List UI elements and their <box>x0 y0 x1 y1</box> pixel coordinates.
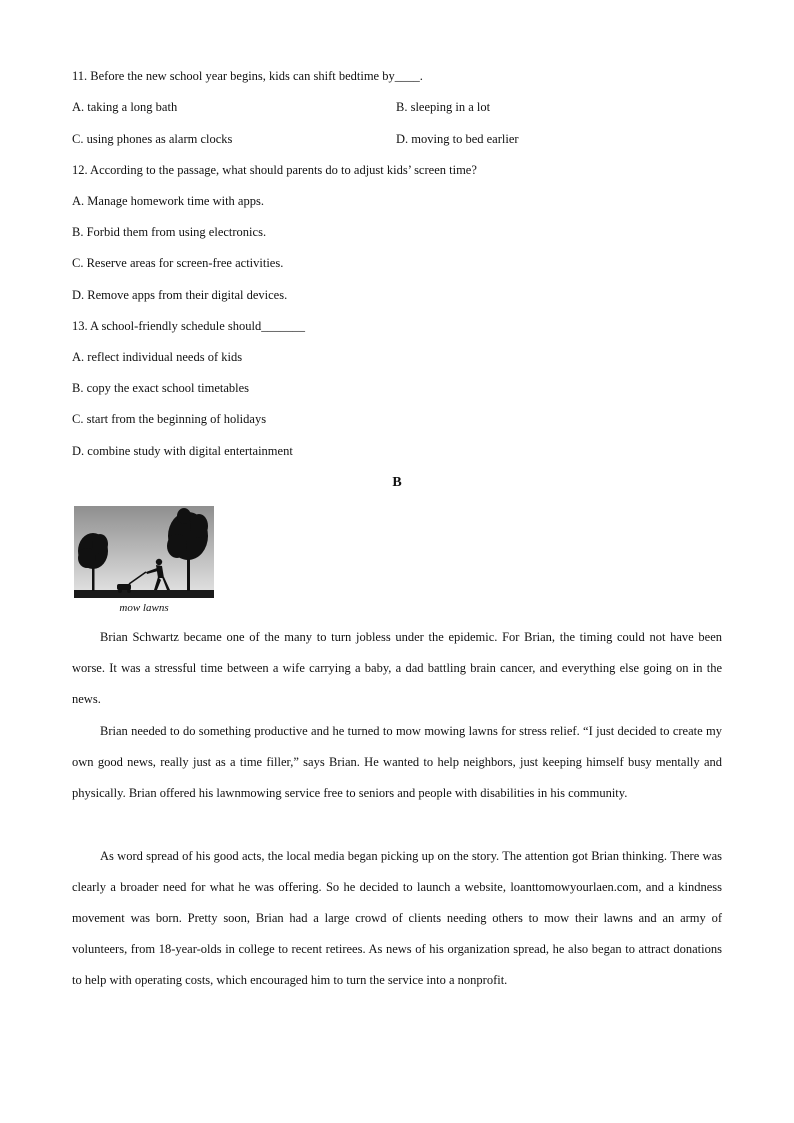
q13-option-a: A. reflect individual needs of kids <box>72 350 243 364</box>
q12-option-d: D. Remove apps from their digital devices. <box>72 288 288 302</box>
q12-option-a: A. Manage homework time with apps. <box>72 194 264 208</box>
question-11-stem: 11. Before the new school year begins, kids can shift bedtime by____. <box>72 69 423 83</box>
q13-option-d: D. combine study with digital entertainment <box>72 444 293 458</box>
q12-option-c: C. Reserve areas for screen-free activities. <box>72 256 284 270</box>
passage-paragraph-2: Brian needed to do something productive and he turned to mow mowing lawns for stress relief. “I just decided to create my own good news, really just as a time filler,” says Brian. He wanted to help neighbors, just keeping himself busy mentally and physically. Brian offered his lawnmowing service free to seniors and people with disabilities in his community. <box>72 724 722 800</box>
section-title: B <box>392 475 402 490</box>
lawn-mowing-illustration <box>74 506 214 598</box>
q11-option-b: B. sleeping in a lot <box>396 100 491 114</box>
image-caption: mow lawns <box>119 602 169 614</box>
q11-option-c: C. using phones as alarm clocks <box>72 132 233 146</box>
q13-option-b: B. copy the exact school timetables <box>72 381 250 395</box>
question-13-stem: 13. A school-friendly schedule should_______ <box>72 319 305 333</box>
q11-option-d: D. moving to bed earlier <box>396 132 519 146</box>
q12-option-b: B. Forbid them from using electronics. <box>72 225 267 239</box>
question-12-stem: 12. According to the passage, what should parents do to adjust kids’ screen time? <box>72 163 477 177</box>
q11-option-a: A. taking a long bath <box>72 100 178 114</box>
q13-option-c: C. start from the beginning of holidays <box>72 412 267 426</box>
passage-paragraph-1: Brian Schwartz became one of the many to turn jobless under the epidemic. For Brian, the timing could not have been worse. It was a stressful time between a wife carrying a baby, a dad battling brain cancer, and everything else going on in the news. <box>72 630 722 706</box>
passage-paragraph-3: As word spread of his good acts, the local media began picking up on the story. The attention got Brian thinking. There was clearly a broader need for what he was offering. So he decided to launch a website, loanttomowyourlaen.com, and a kindness movement was born. Pretty soon, Brian had a large crowd of clients needing others to mow their lawns and an army of volunteers, from 18-year-olds in college to recent retirees. As news of his organization spread, he also began to attract donations to help with operating costs, which encouraged him to turn the service into a nonprofit. <box>72 849 722 987</box>
